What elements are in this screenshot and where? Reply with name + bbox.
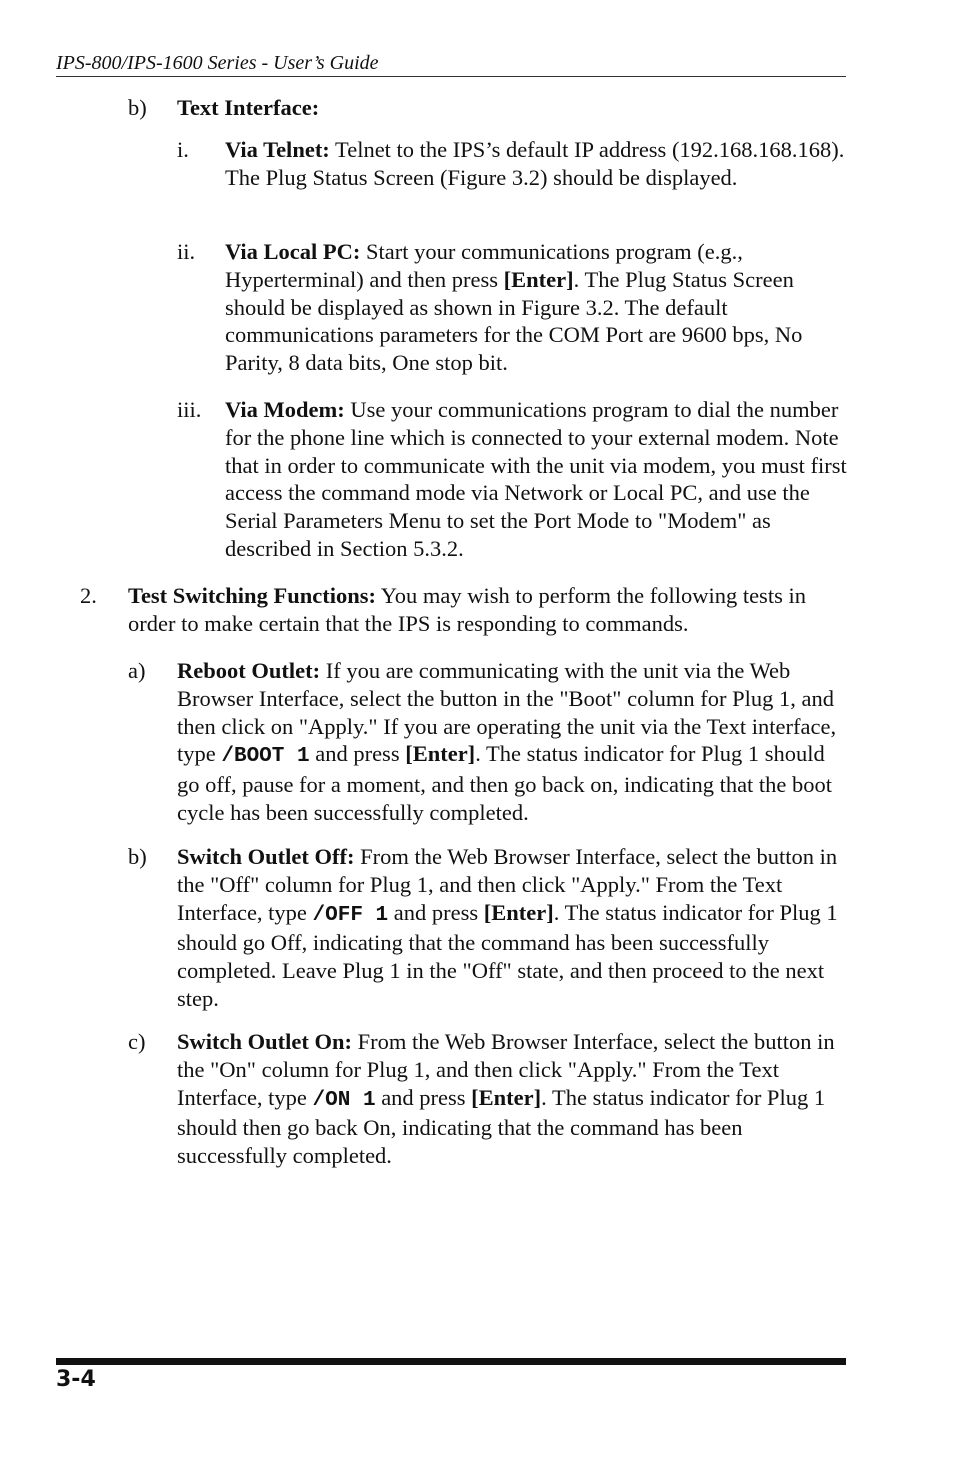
item-text: Start your communications program (e.g., Hyperterminal) and then press: [225, 239, 743, 292]
paragraph-via-local-pc: [225, 238, 847, 377]
item-text: . The status indicator for Plug 1 should go Off, indicating that the command has been successfully completed. Leave Plug 1 in the "Off" state, and then proceed to the next step.: [177, 899, 838, 1011]
item-text: Telnet to the IPS’s default IP address (192.168.168.168). The Plug Status Screen (Figure 3.2) should be displayed.: [225, 137, 845, 190]
item-title: Via Telnet:: [225, 137, 330, 162]
item-text: and press: [375, 1084, 472, 1110]
key-label: [Enter]: [483, 899, 554, 925]
command-text: /OFF 1: [312, 903, 389, 927]
list-marker: b): [128, 844, 147, 869]
footer-rule: [56, 1358, 846, 1365]
item-text: Use your communications program to dial the number for the phone line which is connected to your external modem. Note that in order to communicate with the unit via modem, you must first access the command mode via Network or Local PC, and use the Serial Parameters Menu to set the Port Mode to "Modem" as described in Section 5.3.2.: [225, 397, 847, 561]
key-label: [Enter]: [405, 741, 476, 767]
page-number: 3-4: [56, 1367, 96, 1392]
paragraph-test-switching: [128, 582, 846, 638]
page-header: IPS-800/IPS-1600 Series - User’s Guide: [56, 50, 846, 77]
item-title: Via Modem:: [225, 397, 345, 422]
item-text: If you are communicating with the unit via the Web Browser Interface, select the button in the "Boot" column for Plug 1, and then click on "Apply." If you are operating the unit via the Text interface, type: [177, 658, 837, 767]
list-marker: c): [128, 1029, 146, 1054]
item-title: Switch Outlet Off:: [177, 844, 355, 869]
list-marker: b): [128, 95, 147, 120]
command-text: /BOOT 1: [221, 745, 310, 769]
command-text: /ON 1: [312, 1088, 376, 1112]
list-marker: i.: [177, 137, 189, 162]
item-title: Reboot Outlet:: [177, 658, 321, 683]
paragraph-via-telnet: [225, 136, 847, 192]
item-text: and press: [388, 899, 484, 925]
item-title: Switch Outlet On:: [177, 1029, 353, 1054]
section-title: Test Switching Functions:: [128, 583, 376, 608]
paragraph-reboot-outlet: [177, 657, 847, 827]
item-text: . The Plug Status Screen should be displayed as shown in Figure 3.2. The default communications parameters for the COM Port are 9600 bps, No Parity, 8 data bits, One stop bit.: [225, 266, 803, 376]
list-marker: iii.: [177, 397, 202, 422]
paragraph-switch-outlet-on: [177, 1028, 847, 1170]
section-heading: [177, 94, 847, 122]
paragraph-switch-outlet-off: [177, 843, 847, 1013]
list-marker: ii.: [177, 239, 196, 264]
key-label: [Enter]: [471, 1084, 542, 1110]
item-title: Via Local PC:: [225, 239, 361, 264]
list-marker: a): [128, 658, 146, 683]
item-text: and press: [309, 741, 406, 767]
paragraph-via-modem: [225, 396, 847, 563]
section-title: Text Interface:: [177, 95, 320, 120]
item-text: . The status indicator for Plug 1 should then go back On, indicating that the command has been successfully completed.: [177, 1084, 826, 1169]
section-text: You may wish to perform the following tests in order to make certain that the IPS is responding to commands.: [128, 583, 806, 636]
list-marker: 2.: [80, 583, 97, 608]
item-text: . The status indicator for Plug 1 should go off, pause for a moment, and then go back on, indicating that the boot cycle has been successfully completed.: [177, 741, 833, 825]
item-text: From the Web Browser Interface, select the button in the "Off" column for Plug 1, and then click "Apply." From the Text Interface, type: [177, 844, 838, 925]
key-label: [Enter]: [503, 266, 574, 292]
item-text: From the Web Browser Interface, select the button in the "On" column for Plug 1, and then click "Apply." From the Text Interface, type: [177, 1029, 835, 1110]
